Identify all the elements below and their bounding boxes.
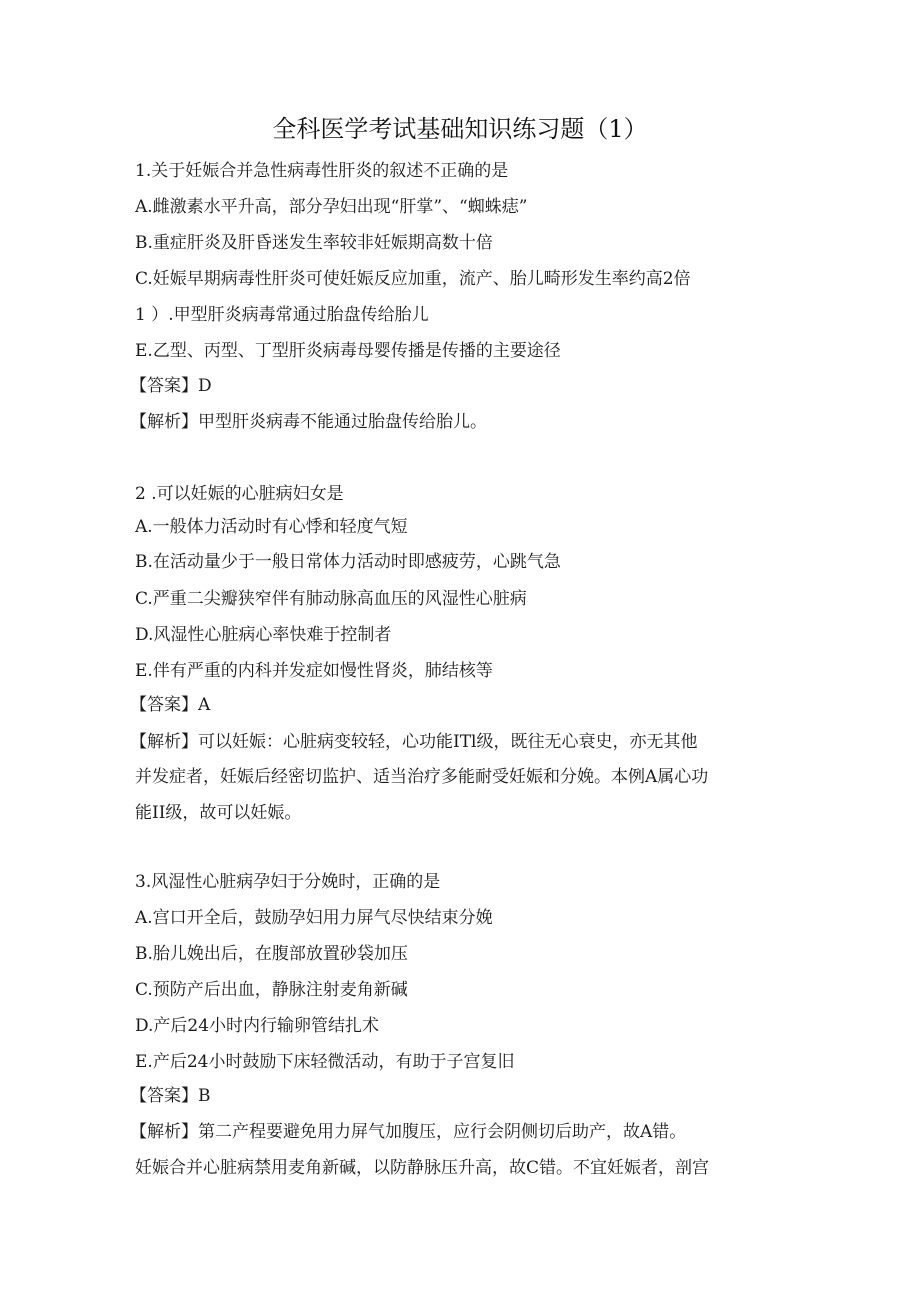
question-3-option-d: D.产后24小时内行输卵管结扎术 (135, 1016, 380, 1036)
question-3-analysis-line-2: 妊娠合并心脏病禁用麦角新碱，以防静脉压升高，故C错。不宜妊娠者，剖宫 (135, 1158, 710, 1178)
question-3-option-c: C.预防产后出血，静脉注射麦角新碱 (135, 980, 408, 1000)
question-3-analysis-line-1: 【解析】第二产程要避免用力屏气加腹压，应行会阴侧切后助产，故A错。 (130, 1122, 687, 1142)
question-3-option-b: B.胎儿娩出后，在腹部放置砂袋加压 (135, 944, 408, 964)
question-3-answer: 【答案】B (130, 1086, 211, 1106)
question-1-option-c: C.妊娠早期病毒性肝炎可使妊娠反应加重，流产、胎儿畸形发生率约高2倍 (135, 269, 691, 289)
question-1-analysis: 【解析】甲型肝炎病毒不能通过胎盘传给胎儿。 (130, 412, 487, 432)
question-2-option-a: A.一般体力活动时有心悸和轻度气短 (135, 517, 408, 537)
question-2-analysis-line-3: 能II级，故可以妊娠。 (135, 803, 302, 823)
question-2-option-c: C.严重二尖瓣狭窄伴有肺动脉高血压的风湿性心脏病 (135, 589, 527, 609)
question-2-option-e: E.伴有严重的内科并发症如慢性肾炎，肺结核等 (135, 661, 493, 681)
question-1-option-b: B.重症肝炎及肝昏迷发生率较非妊娠期高数十倍 (135, 233, 493, 253)
question-3-text: 3.风湿性心脏病孕妇于分娩时，正确的是 (135, 872, 441, 892)
question-2-text: 2 .可以妊娠的心脏病妇女是 (135, 484, 344, 504)
question-2-option-d: D.风湿性心脏病心率快难于控制者 (135, 625, 392, 645)
question-1-option-e: E.乙型、丙型、丁型肝炎病毒母婴传播是传播的主要途径 (135, 341, 561, 361)
question-2-analysis-line-1: 【解析】可以妊娠：心脏病变较轻，心功能ITl级，既往无心衰史，亦无其他 (130, 732, 698, 752)
document-title: 全科医学考试基础知识练习题（1） (272, 115, 648, 143)
question-3-option-e: E.产后24小时鼓励下床轻微活动，有助于子宫复旧 (135, 1052, 515, 1072)
question-3-option-a: A.宫口开全后，鼓励孕妇用力屏气尽快结束分娩 (135, 908, 493, 928)
question-1-option-a: A.雌激素水平升高，部分孕妇出现“肝掌”、“蜘蛛痣” (135, 197, 528, 217)
question-2-analysis-line-2: 并发症者，妊娠后经密切监护、适当治疗多能耐受妊娠和分娩。本例A属心功 (135, 767, 709, 787)
question-1-option-d: 1 ）.甲型肝炎病毒常通过胎盘传给胎儿 (135, 305, 429, 325)
question-1-answer: 【答案】D (130, 376, 212, 396)
question-1-text: 1.关于妊娠合并急性病毒性肝炎的叙述不正确的是 (135, 161, 509, 181)
question-2-answer: 【答案】A (130, 695, 211, 715)
question-2-option-b: B.在活动量少于一般日常体力活动时即感疲劳，心跳气急 (135, 552, 561, 572)
